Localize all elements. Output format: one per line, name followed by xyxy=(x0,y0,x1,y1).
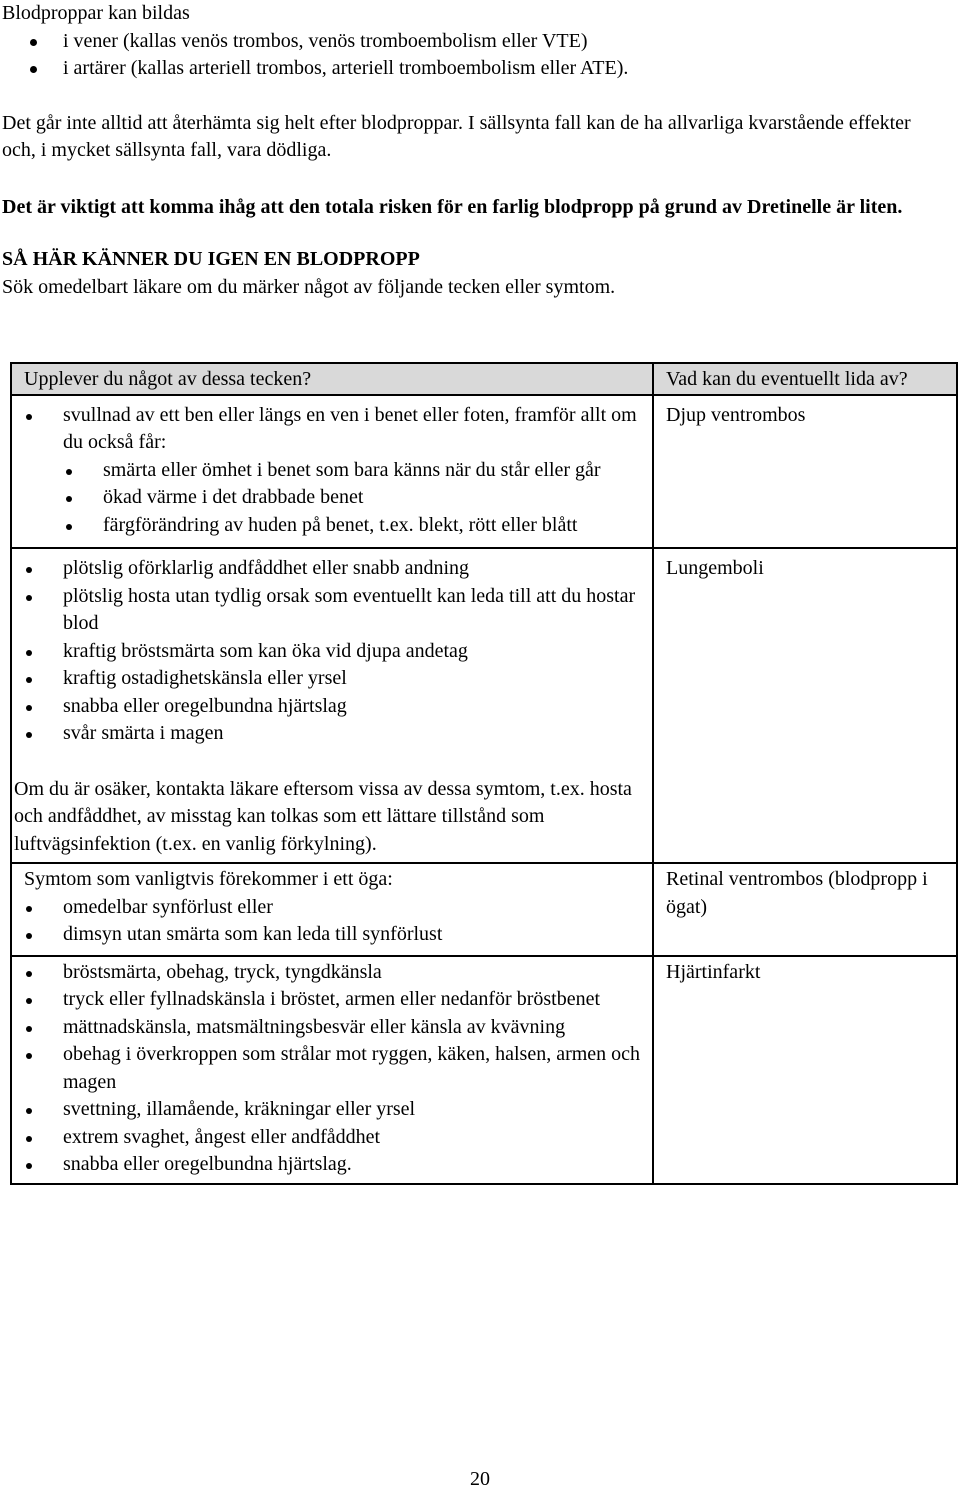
list-item: obehag i överkroppen som strålar mot ryggen, käken, halsen, armen och magen xyxy=(12,1041,652,1096)
intro-section xyxy=(2,0,942,301)
list-item: smärta eller ömhet i benet som bara känns när du står eller går xyxy=(12,457,646,485)
list-item: bröstsmärta, obehag, tryck, tyngdkänsla xyxy=(12,959,652,987)
list-item: omedelbar synförlust eller xyxy=(12,894,646,922)
symptom-table xyxy=(10,362,958,1185)
table-row xyxy=(11,395,957,549)
section-subheading: Sök omedelbart läkare om du märker något av följande tecken eller symtom. xyxy=(2,275,616,298)
intro-paragraph: Det går inte alltid att återhämta sig helt efter blodproppar. I sällsynta fall kan de ha allvarliga kvarstående effekter och, i mycket sällsynta fall, vara dödliga. xyxy=(2,111,911,161)
intro-line: Blodproppar kan bildas xyxy=(2,2,190,24)
list-item: färgförändring av huden på benet, t.ex. blekt, rött eller blått xyxy=(12,512,646,540)
list-item: mättnadskänsla, matsmältningsbesvär eller känsla av kvävning xyxy=(12,1014,652,1042)
symptom-cell xyxy=(11,956,653,1184)
symptom-cell xyxy=(11,863,653,956)
list-item: dimsyn utan smärta som kan leda till synförlust xyxy=(12,921,646,949)
list-item: snabba eller oregelbundna hjärtslag. xyxy=(12,1151,652,1179)
table-row xyxy=(11,956,957,1184)
list-item: extrem svaghet, ångest eller andfåddhet xyxy=(12,1124,652,1152)
sub-bullet-list xyxy=(12,457,646,540)
table-row xyxy=(11,548,957,863)
diagnosis-cell: Lungemboli xyxy=(653,548,957,863)
diagnosis-cell: Djup ventrombos xyxy=(653,395,957,549)
list-item: svettning, illamående, kräkningar eller yrsel xyxy=(12,1096,652,1124)
section-heading: SÅ HÄR KÄNNER DU IGEN EN BLODPROPP xyxy=(2,248,420,270)
page-number: 20 xyxy=(470,1468,490,1490)
list-item: svår smärta i magen xyxy=(12,720,646,748)
list-item: kraftig ostadighetskänsla eller yrsel xyxy=(12,665,646,693)
symptom-cell xyxy=(11,548,653,863)
diagnosis-cell: Retinal ventrombos (blodpropp i ögat) xyxy=(653,863,957,956)
list-item: i artärer (kallas arteriell trombos, arteriell tromboembolism eller ATE). xyxy=(2,55,942,83)
list-item: plötslig oförklarlig andfåddhet eller snabb andning xyxy=(12,555,646,583)
table-header-cell: Vad kan du eventuellt lida av? xyxy=(653,363,957,395)
important-note: Det är viktigt att komma ihåg att den totala risken för en farlig blodpropp på grund av Dretinelle är liten. xyxy=(2,195,903,218)
intro-bullet-list xyxy=(2,28,942,83)
table-header-row xyxy=(11,363,957,395)
list-item: snabba eller oregelbundna hjärtslag xyxy=(12,693,646,721)
table-header-cell: Upplever du något av dessa tecken? xyxy=(11,363,653,395)
list-item: i vener (kallas venös trombos, venös tromboembolism eller VTE) xyxy=(2,28,942,56)
symptom-cell xyxy=(11,395,653,549)
list-item: tryck eller fyllnadskänsla i bröstet, armen eller nedanför bröstbenet xyxy=(12,986,652,1014)
uncertainty-note: Om du är osäker, kontakta läkare eftersom vissa av dessa symtom, t.ex. hosta och andfåddhet, av misstag kan tolkas som ett lättare tillstånd som luftvägsinfektion (t.ex. en vanlig förkylning). xyxy=(14,777,632,855)
list-item: svullnad av ett ben eller längs en ven i benet eller foten, framför allt om du också får: xyxy=(12,402,646,457)
eye-symptom-lead: Symtom som vanligtvis förekommer i ett öga: xyxy=(24,868,393,890)
list-item: kraftig bröstsmärta som kan öka vid djupa andetag xyxy=(12,638,646,666)
list-item: plötslig hosta utan tydlig orsak som eventuellt kan leda till att du hostar blod xyxy=(12,583,646,638)
diagnosis-cell: Hjärtinfarkt xyxy=(653,956,957,1184)
table-row xyxy=(11,863,957,956)
list-item: ökad värme i det drabbade benet xyxy=(12,484,646,512)
